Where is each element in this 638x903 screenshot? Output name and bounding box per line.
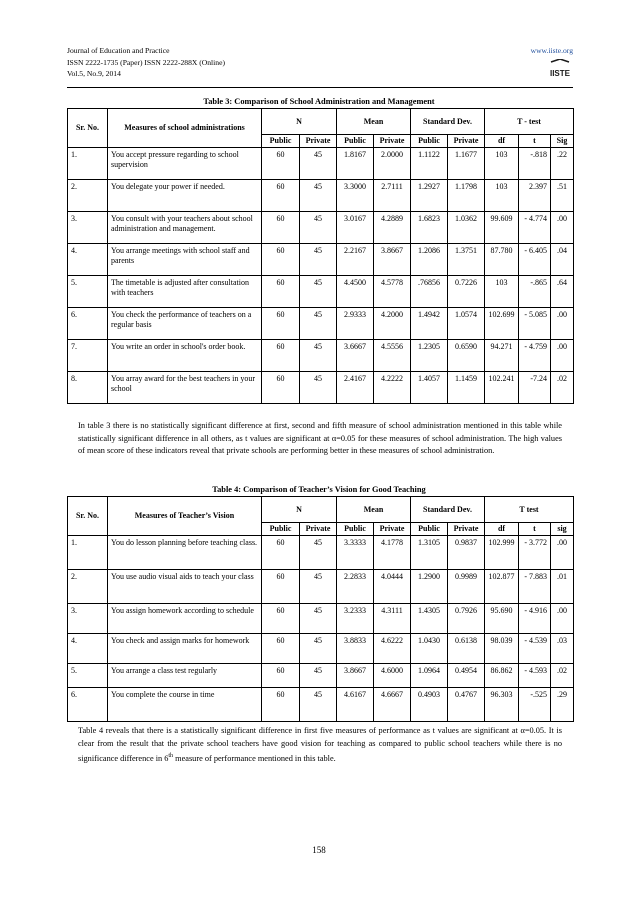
df-value: 96.303 <box>485 688 519 722</box>
mean-public: 3.3333 <box>337 536 374 570</box>
measure-text: You consult with your teachers about school administration and management. <box>108 212 262 244</box>
n-private: 45 <box>300 536 337 570</box>
n-public: 60 <box>262 340 300 372</box>
df-value: 102.241 <box>485 372 519 404</box>
table-row <box>68 688 574 722</box>
df-value: 87.780 <box>485 244 519 276</box>
mean-public: 4.6167 <box>337 688 374 722</box>
sig-value: .22 <box>551 148 574 180</box>
sd-public: 1.2305 <box>411 340 448 372</box>
t-value: - 5.085 <box>519 308 551 340</box>
n-public: 60 <box>262 276 300 308</box>
mean-public: 2.9333 <box>337 308 374 340</box>
paragraph-table4-end: measure of performance mentioned in this table. <box>173 753 336 763</box>
sd-private: 1.1459 <box>448 372 485 404</box>
row-number: 8. <box>68 372 108 404</box>
mean-private: 4.5556 <box>374 340 411 372</box>
n-public: 60 <box>262 604 300 634</box>
sd-private: 0.6590 <box>448 340 485 372</box>
df-header: df <box>485 135 519 148</box>
sd-private: 0.6138 <box>448 634 485 664</box>
sd-private-header: Private <box>448 135 485 148</box>
sd-private: 1.0574 <box>448 308 485 340</box>
mean-private: 2.0000 <box>374 148 411 180</box>
table-row <box>68 664 574 688</box>
sd-private: 0.7226 <box>448 276 485 308</box>
mean-public-header: Public <box>337 523 374 536</box>
df-value: 102.877 <box>485 570 519 604</box>
page-number: 158 <box>312 845 326 855</box>
table-row <box>68 372 574 404</box>
mean-private: 2.7111 <box>374 180 411 212</box>
n-private: 45 <box>300 308 337 340</box>
ttest-header: T test <box>485 497 574 523</box>
paragraph-table4-text: Table 4 reveals that there is a statistically significant difference in first five measures of performance as t values are significant at α=0.05. It is clear from the result that the private school teachers have good vision for teaching as compared to public school teachers while there is no significance difference in 6 <box>78 726 562 763</box>
mean-private: 4.2000 <box>374 308 411 340</box>
mean-public: 4.4500 <box>337 276 374 308</box>
sig-value: .04 <box>551 244 574 276</box>
sd-private: 0.7926 <box>448 604 485 634</box>
n-private: 45 <box>300 212 337 244</box>
sd-private: 1.3751 <box>448 244 485 276</box>
mean-public: 2.2167 <box>337 244 374 276</box>
t-value: - 4.539 <box>519 634 551 664</box>
sd-public: 1.2900 <box>411 570 448 604</box>
mean-public: 2.2833 <box>337 570 374 604</box>
sig-value: .00 <box>551 308 574 340</box>
volume-line: Vol.5, No.9, 2014 <box>67 69 121 78</box>
row-number: 6. <box>68 308 108 340</box>
measure-text: You arrange meetings with school staff and parents <box>108 244 262 276</box>
df-value: 94.271 <box>485 340 519 372</box>
sd-private: 0.4767 <box>448 688 485 722</box>
n-private: 45 <box>300 372 337 404</box>
measure-text: You arrange a class test regularly <box>108 664 262 688</box>
sd-public: .76856 <box>411 276 448 308</box>
table3-caption: Table 3: Comparison of School Administration and Management <box>203 97 435 106</box>
sd-public: 1.1122 <box>411 148 448 180</box>
measure-header: Measures of school administrations <box>108 109 262 148</box>
t-value: -.818 <box>519 148 551 180</box>
t-value: -.865 <box>519 276 551 308</box>
sr-header: Sr. No. <box>68 109 108 148</box>
sd-private: 1.1798 <box>448 180 485 212</box>
n-public: 60 <box>262 688 300 722</box>
n-private: 45 <box>300 664 337 688</box>
row-number: 1. <box>68 148 108 180</box>
sig-value: .00 <box>551 340 574 372</box>
t-value: - 4.593 <box>519 664 551 688</box>
header-rule <box>67 87 573 88</box>
row-number: 7. <box>68 340 108 372</box>
n-private: 45 <box>300 276 337 308</box>
mean-private-header: Private <box>374 135 411 148</box>
sig-value: .51 <box>551 180 574 212</box>
journal-name: Journal of Education and Practice <box>67 46 170 55</box>
measure-text: You delegate your power if needed. <box>108 180 262 212</box>
row-number: 6. <box>68 688 108 722</box>
n-header: N <box>262 497 337 523</box>
mean-private: 4.5778 <box>374 276 411 308</box>
t-value: -.525 <box>519 688 551 722</box>
sd-public: 1.4057 <box>411 372 448 404</box>
df-header: df <box>485 523 519 536</box>
measure-text: You complete the course in time <box>108 688 262 722</box>
sig-value: .02 <box>551 664 574 688</box>
logo-text: IISTE <box>549 69 571 78</box>
sig-header: sig <box>551 523 574 536</box>
sd-private: 1.0362 <box>448 212 485 244</box>
mean-header: Mean <box>337 109 411 135</box>
table4-caption: Table 4: Comparison of Teacher’s Vision for Good Teaching <box>212 485 426 494</box>
t-value: - 7.883 <box>519 570 551 604</box>
sig-value: .29 <box>551 688 574 722</box>
n-public: 60 <box>262 570 300 604</box>
sd-public-header: Public <box>411 523 448 536</box>
row-number: 3. <box>68 604 108 634</box>
mean-public-header: Public <box>337 135 374 148</box>
n-private-header: Private <box>300 135 337 148</box>
iiste-logo-icon <box>547 59 573 81</box>
table-row <box>68 604 574 634</box>
mean-public: 3.2333 <box>337 604 374 634</box>
row-number: 4. <box>68 244 108 276</box>
n-private-header: Private <box>300 523 337 536</box>
row-number: 2. <box>68 570 108 604</box>
n-private: 45 <box>300 634 337 664</box>
measure-text: You assign homework according to schedule <box>108 604 262 634</box>
sd-public: 1.2927 <box>411 180 448 212</box>
table-row <box>68 276 574 308</box>
sd-public: 1.3105 <box>411 536 448 570</box>
t-value: - 4.774 <box>519 212 551 244</box>
measure-text: The timetable is adjusted after consultation with teachers <box>108 276 262 308</box>
mean-private: 4.6667 <box>374 688 411 722</box>
table-row <box>68 308 574 340</box>
table-row <box>68 244 574 276</box>
df-value: 102.999 <box>485 536 519 570</box>
t-value: - 4.916 <box>519 604 551 634</box>
measure-text: You check and assign marks for homework <box>108 634 262 664</box>
mean-private-header: Private <box>374 523 411 536</box>
sd-private: 1.1677 <box>448 148 485 180</box>
n-public: 60 <box>262 634 300 664</box>
sd-public: 1.0964 <box>411 664 448 688</box>
n-private: 45 <box>300 604 337 634</box>
n-public-header: Public <box>262 135 300 148</box>
measure-text: You use audio visual aids to teach your class <box>108 570 262 604</box>
table-row <box>68 634 574 664</box>
sig-value: .02 <box>551 372 574 404</box>
table4 <box>67 496 574 722</box>
sd-public: 0.4903 <box>411 688 448 722</box>
n-public: 60 <box>262 180 300 212</box>
t-value: -7.24 <box>519 372 551 404</box>
sd-private: 0.9989 <box>448 570 485 604</box>
row-number: 5. <box>68 276 108 308</box>
sd-public: 1.4305 <box>411 604 448 634</box>
page-header <box>67 45 573 80</box>
table-row <box>68 536 574 570</box>
mean-private: 4.2889 <box>374 212 411 244</box>
t-value: 2.397 <box>519 180 551 212</box>
n-public: 60 <box>262 372 300 404</box>
mean-private: 4.3111 <box>374 604 411 634</box>
sd-public: 1.0430 <box>411 634 448 664</box>
issn-line: ISSN 2222-1735 (Paper) ISSN 2222-288X (Online) <box>67 57 225 67</box>
n-private: 45 <box>300 148 337 180</box>
sig-value: .00 <box>551 212 574 244</box>
table-row <box>68 180 574 212</box>
t-value: - 6.405 <box>519 244 551 276</box>
mean-public: 2.4167 <box>337 372 374 404</box>
table-row <box>68 212 574 244</box>
mean-public: 3.6667 <box>337 340 374 372</box>
journal-url-link[interactable]: www.iiste.org <box>530 46 573 55</box>
sd-header: Standard Dev. <box>411 497 485 523</box>
table4-body <box>68 536 574 722</box>
measure-text: You write an order in school's order book. <box>108 340 262 372</box>
n-private: 45 <box>300 244 337 276</box>
sd-public: 1.2086 <box>411 244 448 276</box>
n-header: N <box>262 109 337 135</box>
t-value: - 3.772 <box>519 536 551 570</box>
n-public: 60 <box>262 148 300 180</box>
superscript-th: th <box>168 753 174 760</box>
sd-private: 0.4954 <box>448 664 485 688</box>
sig-value: .03 <box>551 634 574 664</box>
mean-private: 4.0444 <box>374 570 411 604</box>
sd-private-header: Private <box>448 523 485 536</box>
table-row <box>68 148 574 180</box>
sd-public: 1.4942 <box>411 308 448 340</box>
measure-text: You array award for the best teachers in your school <box>108 372 262 404</box>
n-private: 45 <box>300 340 337 372</box>
df-value: 86.862 <box>485 664 519 688</box>
mean-private: 4.6222 <box>374 634 411 664</box>
df-value: 98.039 <box>485 634 519 664</box>
measure-header: Measures of Teacher’s Vision <box>108 497 262 536</box>
n-public-header: Public <box>262 523 300 536</box>
row-number: 4. <box>68 634 108 664</box>
measure-text: You do lesson planning before teaching class. <box>108 536 262 570</box>
sig-header: Sig <box>551 135 574 148</box>
n-private: 45 <box>300 688 337 722</box>
mean-public: 3.8833 <box>337 634 374 664</box>
n-private: 45 <box>300 180 337 212</box>
sig-value: .64 <box>551 276 574 308</box>
df-value: 95.690 <box>485 604 519 634</box>
sd-public-header: Public <box>411 135 448 148</box>
sig-value: .00 <box>551 536 574 570</box>
t-header: t <box>519 135 551 148</box>
row-number: 1. <box>68 536 108 570</box>
t-header: t <box>519 523 551 536</box>
n-public: 60 <box>262 244 300 276</box>
sd-header: Standard Dev. <box>411 109 485 135</box>
mean-header: Mean <box>337 497 411 523</box>
df-value: 102.699 <box>485 308 519 340</box>
mean-public: 3.0167 <box>337 212 374 244</box>
mean-private: 4.6000 <box>374 664 411 688</box>
table-row <box>68 340 574 372</box>
mean-public: 3.8667 <box>337 664 374 688</box>
table3 <box>67 108 574 404</box>
mean-public: 1.8167 <box>337 148 374 180</box>
sig-value: .01 <box>551 570 574 604</box>
ttest-header: T - test <box>485 109 574 135</box>
table-row <box>68 570 574 604</box>
row-number: 2. <box>68 180 108 212</box>
mean-private: 3.8667 <box>374 244 411 276</box>
measure-text: You accept pressure regarding to school supervision <box>108 148 262 180</box>
sig-value: .00 <box>551 604 574 634</box>
n-private: 45 <box>300 570 337 604</box>
paragraph-table4 <box>78 725 562 766</box>
n-public: 60 <box>262 536 300 570</box>
n-public: 60 <box>262 664 300 688</box>
sd-public: 1.6823 <box>411 212 448 244</box>
row-number: 5. <box>68 664 108 688</box>
mean-private: 4.2222 <box>374 372 411 404</box>
df-value: 103 <box>485 276 519 308</box>
t-value: - 4.759 <box>519 340 551 372</box>
measure-text: You check the performance of teachers on a regular basis <box>108 308 262 340</box>
sr-header: Sr. No. <box>68 497 108 536</box>
n-public: 60 <box>262 212 300 244</box>
row-number: 3. <box>68 212 108 244</box>
mean-public: 3.3000 <box>337 180 374 212</box>
n-public: 60 <box>262 308 300 340</box>
sd-private: 0.9837 <box>448 536 485 570</box>
df-value: 103 <box>485 148 519 180</box>
table3-body <box>68 148 574 404</box>
df-value: 103 <box>485 180 519 212</box>
mean-private: 4.1778 <box>374 536 411 570</box>
paragraph-table3: In table 3 there is no statistically significant difference at first, second and fifth measure of school administration mentioned in this table while statistically significant difference in all others, as t values are significant at α=0.05 for these measures of school administration. The high values of mean score of these indicators reveal that private schools are performing better in these measures of school administration. <box>78 421 562 456</box>
df-value: 99.609 <box>485 212 519 244</box>
